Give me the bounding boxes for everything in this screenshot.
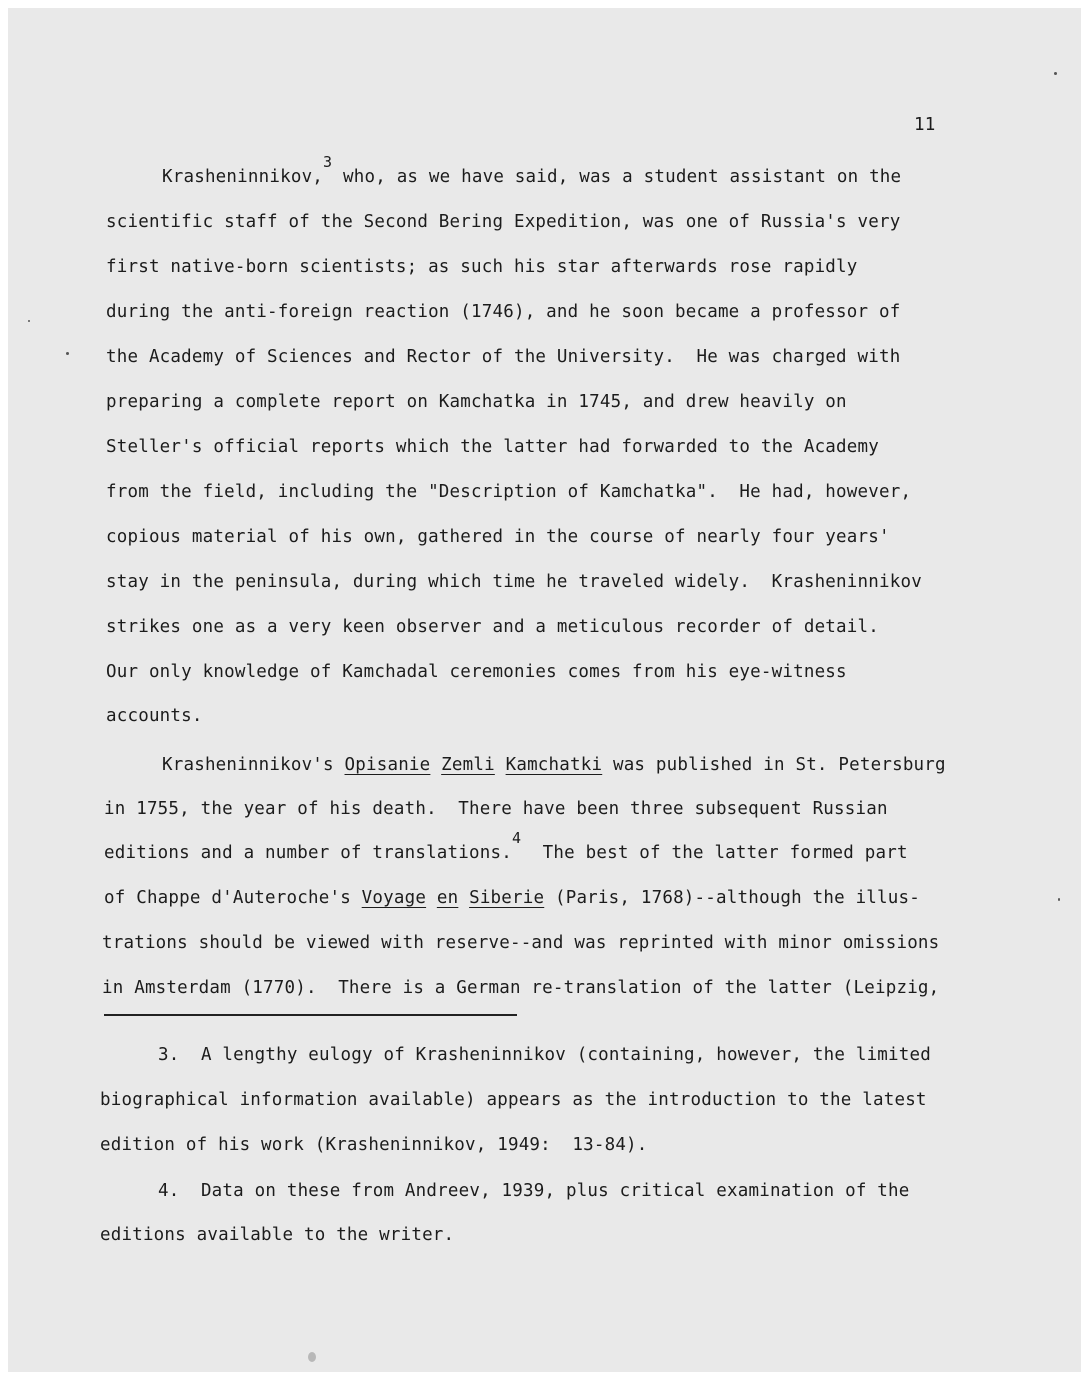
body-line-7: Steller's official reports which the latter had forwarded to the Academy — [106, 437, 879, 457]
underlined-title-word: Zemli — [441, 755, 495, 775]
body-line-16 — [104, 829, 908, 864]
scan-speck — [28, 320, 30, 322]
text-run — [430, 755, 441, 775]
body-line-6: preparing a complete report on Kamchatka in 1745, and drew heavily on — [106, 392, 847, 412]
footnote-4-line-2: editions available to the writer. — [100, 1225, 455, 1245]
underlined-title-word: Voyage — [361, 888, 427, 908]
footnote-ref-4: 4 — [511, 829, 522, 847]
body-line-2: scientific staff of the Second Bering Expedition, was one of Russia's very — [106, 212, 901, 232]
body-line-12: Our only knowledge of Kamchadal ceremonies comes from his eye-witness — [106, 662, 847, 682]
body-line-13: accounts. — [106, 706, 203, 726]
footnote-separator-rule — [104, 1014, 517, 1016]
typewritten-page — [8, 8, 1081, 1372]
body-line-11: strikes one as a very keen observer and a meticulous recorder of detail. — [106, 617, 879, 637]
text-run — [426, 888, 437, 908]
underlined-title-word: Siberie — [469, 888, 545, 908]
text-run: Krasheninnikov's — [162, 755, 345, 775]
footnote-4-line-1: 4. Data on these from Andreev, 1939, plus critical examination of the — [158, 1181, 910, 1201]
body-line-19: in Amsterdam (1770). There is a German re-translation of the latter (Leipzig, — [102, 978, 940, 998]
footnote-3-line-1: 3. A lengthy eulogy of Krasheninnikov (containing, however, the limited — [158, 1045, 931, 1065]
body-line-1 — [162, 153, 902, 188]
text-run: (Paris, 1768)--although the illus- — [544, 888, 920, 908]
body-line-10: stay in the peninsula, during which time he traveled widely. Krasheninnikov — [106, 572, 922, 592]
scan-speck — [308, 1352, 316, 1362]
scan-speck — [66, 352, 69, 355]
body-line-17 — [104, 887, 920, 909]
underlined-title-word: en — [436, 888, 459, 908]
body-line-15: in 1755, the year of his death. There have been three subsequent Russian — [104, 799, 888, 819]
underlined-title-word: Kamchatki — [505, 755, 603, 775]
text-run — [458, 888, 469, 908]
page-number: 11 — [914, 115, 936, 135]
body-line-3: first native-born scientists; as such his star afterwards rose rapidly — [106, 257, 858, 277]
text-run: of Chappe d'Auteroche's — [104, 888, 362, 908]
scan-speck — [1054, 72, 1057, 75]
underlined-title-word: Opisanie — [344, 755, 431, 775]
text-run: Krasheninnikov, — [162, 167, 324, 187]
text-run: who, as we have said, was a student assistant on the — [332, 167, 902, 187]
footnote-ref-3: 3 — [323, 153, 333, 171]
footnote-3-line-3: edition of his work (Krasheninnikov, 1949: 13-84). — [100, 1135, 648, 1155]
text-run: was published in St. Petersburg — [602, 755, 946, 775]
scan-speck — [1058, 898, 1060, 901]
body-line-14 — [162, 754, 946, 776]
body-line-8: from the field, including the "Description of Kamchatka". He had, however, — [106, 482, 912, 502]
body-line-9: copious material of his own, gathered in the course of nearly four years' — [106, 527, 890, 547]
footnote-3-line-2: biographical information available) appears as the introduction to the latest — [100, 1090, 927, 1110]
text-run — [495, 755, 506, 775]
body-line-4: during the anti-foreign reaction (1746), and he soon became a professor of — [106, 302, 901, 322]
body-line-18: trations should be viewed with reserve--and was reprinted with minor omissions — [102, 933, 940, 953]
body-line-5: the Academy of Sciences and Rector of the University. He was charged with — [106, 347, 901, 367]
text-run: editions and a number of translations. — [104, 843, 512, 863]
text-run: The best of the latter formed part — [521, 843, 908, 863]
